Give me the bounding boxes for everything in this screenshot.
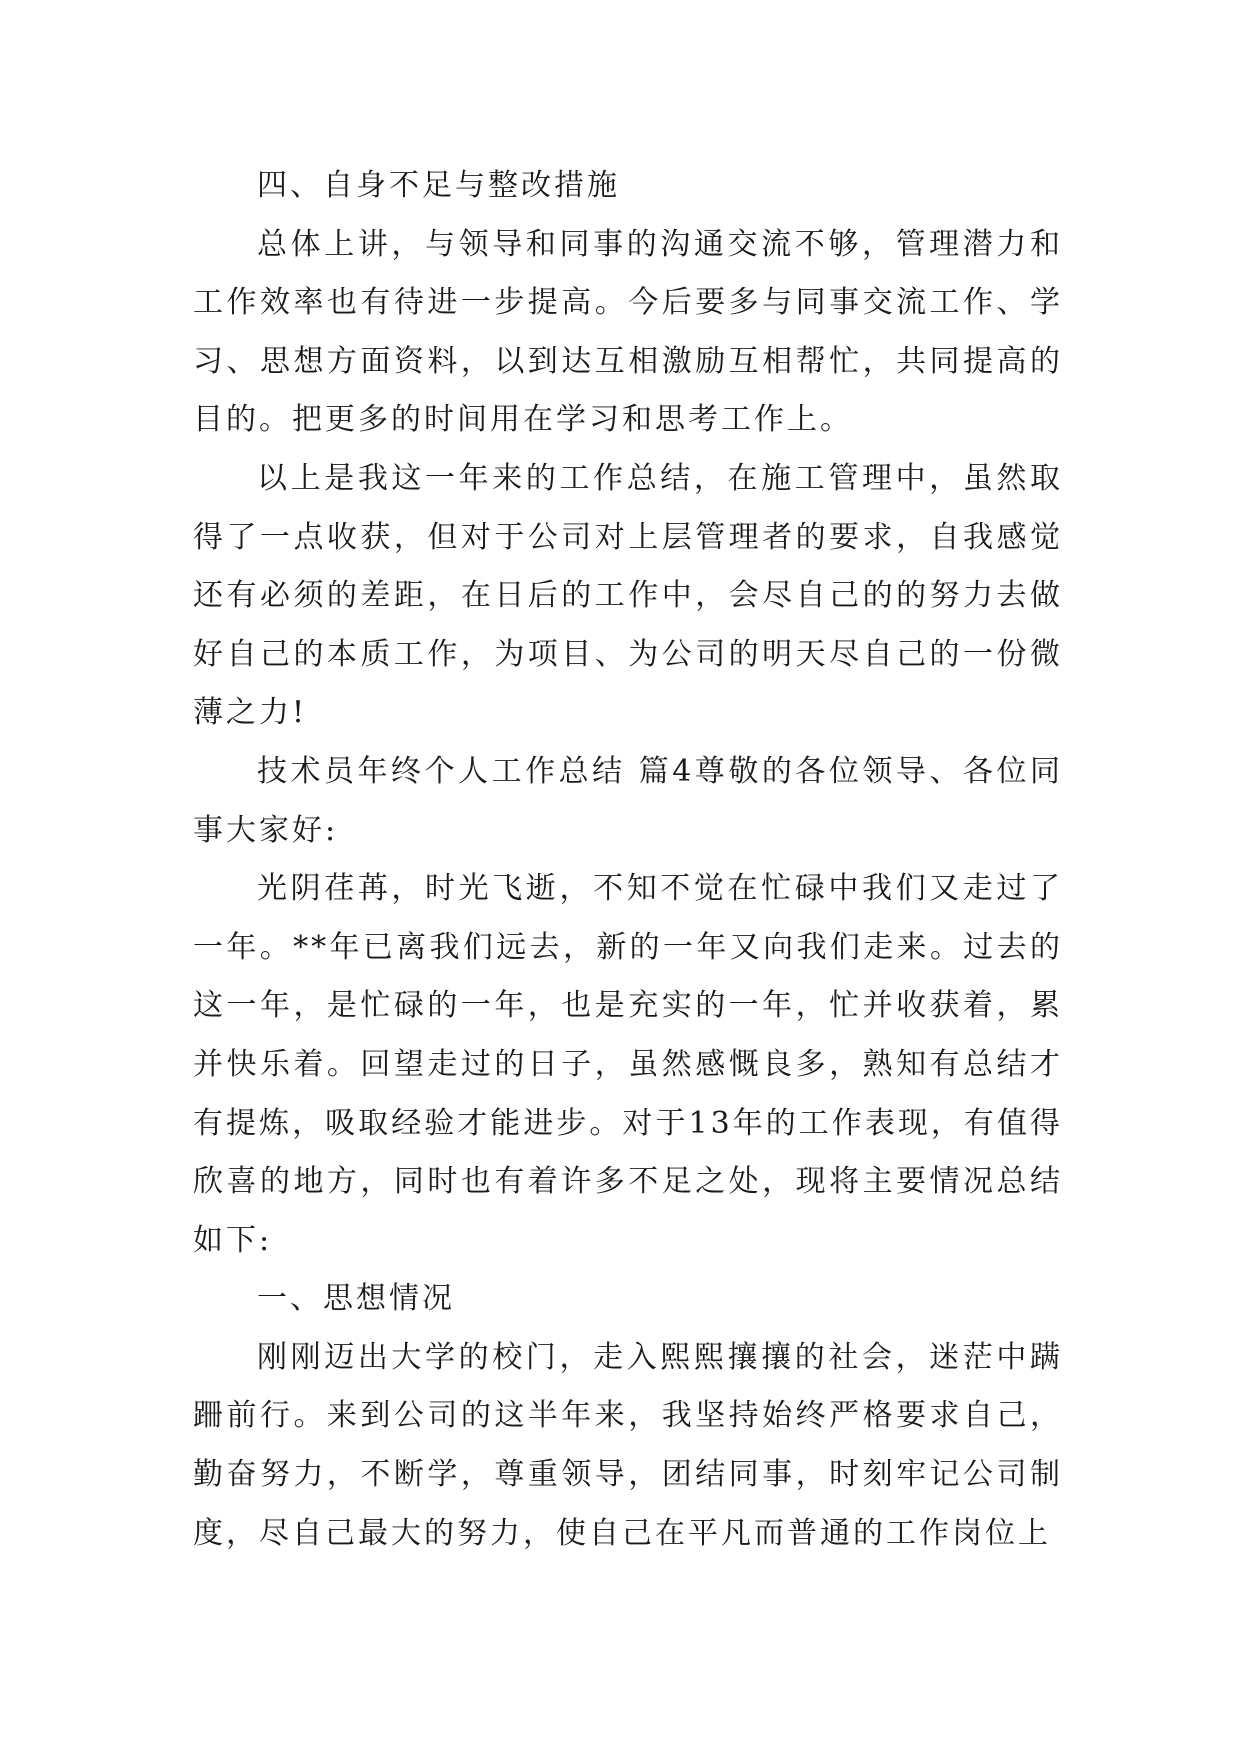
paragraph-intro: 光阴荏苒，时光飞逝，不知不觉在忙碌中我们又走过了一年。**年已离我们远去，新的一年又向我们走来。过去的这一年，是忙碌的一年，也是充实的一年，忙并收获着，累并快乐着。回望走过的日子，虽然感慨良多，熟知有总结才有提炼，吸取经验才能进步。对于13年的工作表现，有值得欣喜的地方，同时也有着许多不足之处，现将主要情况总结如下:: [193, 871, 1063, 1258]
paragraph-thoughts: 刚刚迈出大学的校门，走入熙熙攘攘的社会，迷茫中蹒跚前行。来到公司的这半年来，我坚持始终严格要求自己，勤奋努力，不断学，尊重领导，团结同事，时刻牢记公司制度，尽自己最大的努力，使自己在平凡而普通的工作岗位上: [193, 1339, 1063, 1551]
section-heading-thoughts: 一、思想情况: [257, 1281, 455, 1317]
article-heading-greeting: 技术员年终个人工作总结 篇4尊敬的各位领导、各位同事大家好:: [193, 753, 1063, 848]
paragraph-summary: 总体上讲，与领导和同事的沟通交流不够，管理潜力和工作效率也有待进一步提高。今后要多与同事交流工作、学习、思想方面资料，以到达互相激励互相帮忙，共同提高的目的。把更多的时间用在学习和思考工作上。: [193, 226, 1063, 438]
section-heading-shortcomings: 四、自身不足与整改措施: [257, 168, 620, 203]
document-body: [193, 157, 1063, 1563]
paragraph-conclusion: 以上是我这一年来的工作总结，在施工管理中，虽然取得了一点收获，但对于公司对上层管理者的要求，自我感觉还有必须的差距，在日后的工作中，会尽自己的的努力去做好自己的本质工作，为项目、为公司的明天尽自己的一份微薄之力!: [193, 460, 1063, 731]
